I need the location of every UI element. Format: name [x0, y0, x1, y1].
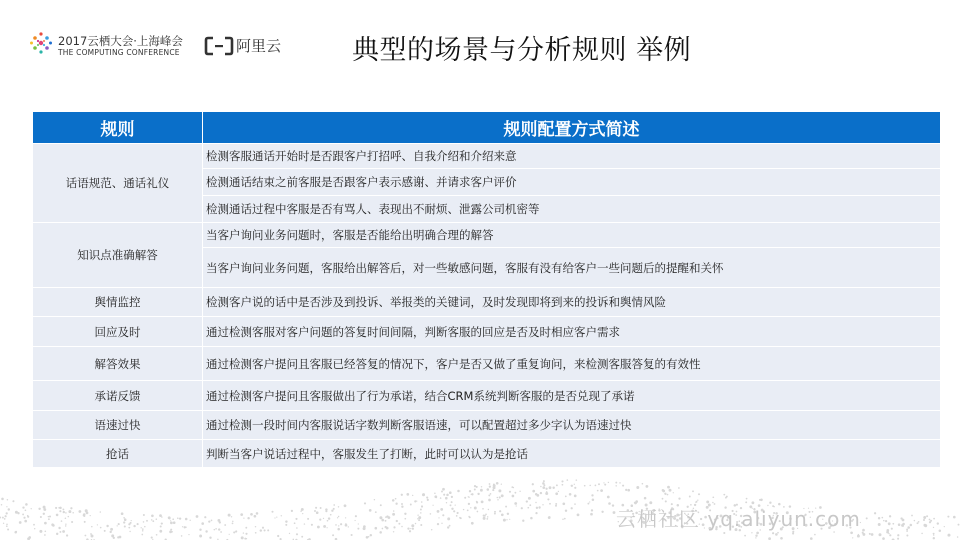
description-cell: 通过检测客户提问且客服做出了行为承诺，结合CRM系统判断客服的是否兑现了承诺 — [203, 381, 941, 411]
page-title: 典型的场景与分析规则 举例 — [352, 35, 692, 66]
table-row — [33, 381, 941, 411]
alibaba-cloud-name: 阿里云 — [236, 37, 282, 55]
table-row — [33, 223, 941, 248]
rule-cell: 抢话 — [33, 440, 203, 468]
table-row — [33, 317, 941, 347]
description-cell: 通过检测客服对客户问题的答复时间间隔，判断客服的回应是否及时相应客户需求 — [203, 317, 941, 347]
alibaba-cloud-bracket-icon — [204, 36, 234, 56]
conference-globe-icon — [28, 30, 54, 56]
description-cell: 检测客户说的话中是否涉及到投诉、举报类的关键词，及时发现即将到来的投诉和舆情风险 — [203, 288, 941, 317]
rule-cell: 语速过快 — [33, 411, 203, 440]
rule-cell: 回应及时 — [33, 317, 203, 347]
rules-table — [32, 111, 941, 468]
description-cell: 通过检测一段时间内客服说话字数判断客服语速，可以配置超过多少字认为语速过快 — [203, 411, 941, 440]
table-row — [33, 440, 941, 468]
conference-name: 2017云栖大会·上海峰会 — [58, 34, 183, 48]
rule-cell: 解答效果 — [33, 347, 203, 381]
watermark: 云栖社区 yq.aliyun.com — [616, 507, 861, 531]
table-row — [33, 288, 941, 317]
description-cell: 当客户询问业务问题，客服给出解答后，对一些敏感问题，客服有没有给客户一些问题后的提醒和关怀 — [203, 248, 941, 288]
description-cell: 当客户询问业务问题时，客服是否能给出明确合理的解答 — [203, 223, 941, 248]
rule-cell: 承诺反馈 — [33, 381, 203, 411]
table-row — [33, 144, 941, 169]
description-cell: 通过检测客户提问且客服已经答复的情况下，客户是否又做了重复询问，来检测客服答复的有效性 — [203, 347, 941, 381]
description-cell: 检测通话过程中客服是否有骂人、表现出不耐烦、泄露公司机密等 — [203, 196, 941, 223]
table-header-row — [33, 112, 941, 144]
description-cell: 检测通话结束之前客服是否跟客户表示感谢、并请求客户评价 — [203, 169, 941, 196]
rule-cell: 知识点准确解答 — [33, 223, 203, 288]
conference-logo — [28, 28, 198, 64]
header-rule: 规则 — [33, 112, 203, 144]
conference-subtitle: THE COMPUTING CONFERENCE — [58, 48, 180, 57]
table-row — [33, 411, 941, 440]
table-row — [33, 347, 941, 381]
description-cell: 检测客服通话开始时是否跟客户打招呼、自我介绍和介绍来意 — [203, 144, 941, 169]
header-description: 规则配置方式简述 — [203, 112, 941, 144]
description-cell: 判断当客户说话过程中，客服发生了打断，此时可以认为是抢话 — [203, 440, 941, 468]
rule-cell: 舆情监控 — [33, 288, 203, 317]
rule-cell: 话语规范、通话礼仪 — [33, 144, 203, 223]
alibaba-cloud-logo — [204, 34, 314, 58]
